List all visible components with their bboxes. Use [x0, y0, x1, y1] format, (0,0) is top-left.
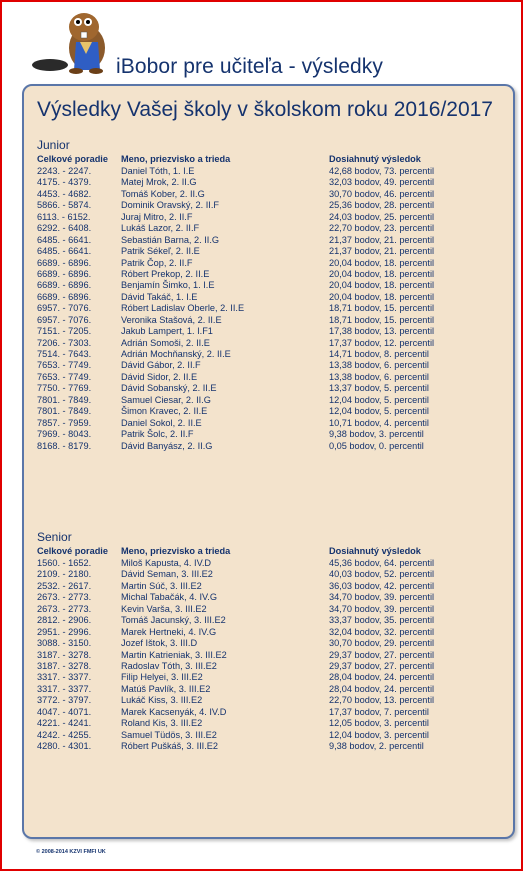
result-cell: 24,03 bodov, 25. percentil: [329, 211, 435, 222]
name-cell: Sebastián Barna, 2. II.G: [121, 234, 220, 245]
result-cell: 18,71 bodov, 15. percentil: [329, 303, 435, 314]
rank-cell: 7653. - 7749.: [37, 371, 92, 382]
result-cell: 32,03 bodov, 49. percentil: [329, 177, 435, 188]
name-cell: Juraj Mitro, 2. II.F: [121, 211, 193, 222]
rank-cell: 7857. - 7959.: [37, 417, 92, 428]
table-row: [37, 315, 507, 326]
rank-cell: 4242. - 4255.: [37, 729, 92, 740]
result-cell: 20,04 bodov, 18. percentil: [329, 291, 435, 302]
column-header-rank: Celkové poradie: [37, 546, 108, 556]
senior-section: [37, 529, 507, 752]
result-cell: 30,70 bodov, 29. percentil: [329, 638, 435, 649]
result-cell: 14,71 bodov, 8. percentil: [329, 349, 429, 359]
table-row: [37, 177, 507, 188]
result-cell: 28,04 bodov, 24. percentil: [329, 683, 435, 694]
rank-cell: 7206. - 7303.: [37, 337, 92, 348]
result-cell: 12,04 bodov, 5. percentil: [329, 394, 429, 405]
rank-cell: 6689. - 6896.: [37, 291, 92, 302]
table-row: [37, 326, 507, 337]
rank-cell: 2243. - 2247.: [37, 166, 92, 176]
name-cell: Radoslav Tóth, 3. III.E2: [121, 660, 217, 671]
result-cell: 17,38 bodov, 13. percentil: [329, 326, 435, 337]
name-cell: Lukáš Lazor, 2. II.F: [121, 223, 200, 234]
name-cell: Dávid Gábor, 2. II.F: [121, 360, 201, 371]
footer-copyright: © 2008-2014 KZVI FMFI UK: [36, 849, 106, 855]
table-row: [37, 441, 507, 452]
result-cell: 28,04 bodov, 24. percentil: [329, 672, 435, 683]
table-row: [37, 615, 507, 626]
table-row: [37, 707, 507, 718]
result-cell: 40,03 bodov, 52. percentil: [329, 569, 435, 580]
rank-cell: 6485. - 6641.: [37, 246, 92, 257]
result-cell: 0,05 bodov, 0. percentil: [329, 440, 424, 451]
table-row: [37, 269, 507, 280]
table-row: [37, 672, 507, 683]
rank-cell: 3187. - 3278.: [37, 660, 92, 671]
result-cell: 12,04 bodov, 3. percentil: [329, 729, 429, 740]
table-row: [37, 292, 507, 303]
result-cell: 22,70 bodov, 23. percentil: [329, 223, 435, 234]
column-header-name: Meno, priezvisko a trieda: [121, 154, 231, 164]
rank-cell: 6689. - 6896.: [37, 280, 92, 291]
table-row: [37, 604, 507, 615]
result-cell: 22,70 bodov, 13. percentil: [329, 695, 435, 706]
rank-cell: 3187. - 3278.: [37, 649, 92, 660]
name-cell: Šimon Kravec, 2. II.E: [121, 406, 208, 417]
result-cell: 45,36 bodov, 64. percentil: [329, 558, 435, 568]
name-cell: Martin Súč, 3. III.E2: [121, 580, 202, 591]
name-cell: Róbert Prekop, 2. II.E: [121, 268, 210, 279]
name-cell: Dávid Sidor, 2. II.E: [121, 371, 198, 382]
rank-cell: 7801. - 7849.: [37, 406, 92, 417]
column-header-name: Meno, priezvisko a trieda: [121, 546, 231, 556]
result-cell: 9,38 bodov, 2. percentil: [329, 741, 424, 751]
rank-cell: 2673. - 2773.: [37, 603, 92, 614]
rank-cell: 6485. - 6641.: [37, 234, 92, 245]
rank-cell: 1560. - 1652.: [37, 558, 92, 568]
rank-cell: 6957. - 7076.: [37, 303, 92, 314]
name-cell: Martin Katrieniak, 3. III.E2: [121, 649, 227, 660]
name-cell: Veronika Stašová, 2. II.E: [121, 314, 222, 325]
name-cell: Daniel Tóth, 1. I.E: [121, 166, 195, 176]
table-row: [37, 189, 507, 200]
name-cell: Filip Helyei, 3. III.E2: [121, 672, 203, 683]
rank-cell: 3088. - 3150.: [37, 638, 92, 649]
result-cell: 29,37 bodov, 27. percentil: [329, 649, 435, 660]
name-cell: Samuel Ciesar, 2. II.G: [121, 394, 211, 405]
table-row: [37, 360, 507, 371]
table-row: [37, 581, 507, 592]
rank-cell: 6689. - 6896.: [37, 268, 92, 279]
table-row: [37, 235, 507, 246]
name-cell: Benjamín Šimko, 1. I.E: [121, 280, 215, 291]
name-cell: Róbert Puškáš, 3. III.E2: [121, 741, 219, 751]
table-row: [37, 741, 507, 752]
name-cell: Roland Kis, 3. III.E2: [121, 718, 203, 729]
table-row: [37, 303, 507, 314]
rank-cell: 2532. - 2617.: [37, 580, 92, 591]
name-cell: Dávid Sobanský, 2. II.E: [121, 383, 217, 394]
rank-cell: 3772. - 3797.: [37, 695, 92, 706]
table-row: [37, 338, 507, 349]
table-row: [37, 166, 507, 177]
rank-cell: 2109. - 2180.: [37, 569, 92, 580]
result-cell: 20,04 bodov, 18. percentil: [329, 268, 435, 279]
name-cell: Lukáč Kiss, 3. III.E2: [121, 695, 203, 706]
rank-cell: 7653. - 7749.: [37, 360, 92, 371]
name-cell: Matej Mrok, 2. II.G: [121, 177, 197, 188]
rank-cell: 2812. - 2906.: [37, 615, 92, 626]
table-row: [37, 569, 507, 580]
table-row: [37, 395, 507, 406]
table-row: [37, 418, 507, 429]
table-row: [37, 280, 507, 291]
name-cell: Patrik Sékeľ, 2. II.E: [121, 246, 200, 257]
rank-cell: 6689. - 6896.: [37, 257, 92, 268]
section-title-senior: Senior: [37, 530, 72, 544]
header: [0, 0, 523, 82]
site-title: iBobor pre učiteľa - výsledky: [116, 55, 383, 78]
rank-cell: 6957. - 7076.: [37, 314, 92, 325]
table-row: [37, 718, 507, 729]
name-cell: Samuel Tüdös, 3. III.E2: [121, 729, 217, 740]
rank-cell: 4047. - 4071.: [37, 706, 92, 717]
result-cell: 20,04 bodov, 18. percentil: [329, 257, 435, 268]
table-row: [37, 212, 507, 223]
table-row: [37, 258, 507, 269]
result-cell: 21,37 bodov, 21. percentil: [329, 234, 435, 245]
result-cell: 10,71 bodov, 4. percentil: [329, 417, 429, 428]
rank-cell: 7514. - 7643.: [37, 349, 92, 359]
table-row: [37, 695, 507, 706]
name-cell: Patrik Šolc, 2. II.F: [121, 429, 194, 440]
result-cell: 29,37 bodov, 27. percentil: [329, 660, 435, 671]
name-cell: Dávid Takáč, 1. I.E: [121, 291, 198, 302]
rank-cell: 7801. - 7849.: [37, 394, 92, 405]
name-cell: Marek Hertneki, 4. IV.G: [121, 626, 217, 637]
table-row: [37, 223, 507, 234]
result-cell: 21,37 bodov, 21. percentil: [329, 246, 435, 257]
name-cell: Dávid Banyász, 2. II.G: [121, 440, 213, 451]
rank-cell: 4280. - 4301.: [37, 741, 92, 751]
result-cell: 20,04 bodov, 18. percentil: [329, 280, 435, 291]
junior-rows: [37, 166, 507, 452]
rank-cell: 3317. - 3377.: [37, 672, 92, 683]
table-row: [37, 730, 507, 741]
rank-cell: 4453. - 4682.: [37, 188, 92, 199]
rank-cell: 6292. - 6408.: [37, 223, 92, 234]
table-row: [37, 661, 507, 672]
name-cell: Tomáš Jacunský, 3. III.E2: [121, 615, 226, 626]
rank-cell: 2673. - 2773.: [37, 592, 92, 603]
table-row: [37, 650, 507, 661]
name-cell: Adrián Somoši, 2. II.E: [121, 337, 210, 348]
column-header-result: Dosiahnutý výsledok: [329, 546, 421, 556]
rank-cell: 4175. - 4379.: [37, 177, 92, 188]
table-row: [37, 638, 507, 649]
beaver-logo-icon: [30, 8, 112, 74]
result-cell: 18,71 bodov, 15. percentil: [329, 314, 435, 325]
result-cell: 34,70 bodov, 39. percentil: [329, 592, 435, 603]
table-row: [37, 627, 507, 638]
rank-cell: 6113. - 6152.: [37, 211, 91, 222]
name-cell: Miloš Kapusta, 4. IV.D: [121, 558, 212, 568]
junior-section: [37, 137, 507, 452]
result-cell: 12,05 bodov, 3. percentil: [329, 718, 429, 729]
name-cell: Adrián Mochňanský, 2. II.E: [121, 349, 231, 359]
rank-cell: 7969. - 8043.: [37, 429, 92, 440]
result-cell: 42,68 bodov, 73. percentil: [329, 166, 435, 176]
name-cell: Dávid Seman, 3. III.E2: [121, 569, 213, 580]
table-row: [37, 558, 507, 569]
name-cell: Kevin Varša, 3. III.E2: [121, 603, 207, 614]
rank-cell: 3317. - 3377.: [37, 683, 92, 694]
rank-cell: 2951. - 2996.: [37, 626, 92, 637]
name-cell: Tomáš Kober, 2. II.G: [121, 188, 205, 199]
result-cell: 9,38 bodov, 3. percentil: [329, 429, 424, 440]
result-cell: 17,37 bodov, 12. percentil: [329, 337, 435, 348]
result-cell: 13,37 bodov, 5. percentil: [329, 383, 429, 394]
table-row: [37, 592, 507, 603]
result-cell: 17,37 bodov, 7. percentil: [329, 706, 429, 717]
column-header-result: Dosiahnutý výsledok: [329, 154, 421, 164]
column-header-rank: Celkové poradie: [37, 154, 108, 164]
result-cell: 12,04 bodov, 5. percentil: [329, 406, 429, 417]
result-cell: 36,03 bodov, 42. percentil: [329, 580, 435, 591]
senior-rows: [37, 558, 507, 752]
table-row: [37, 406, 507, 417]
rank-cell: 8168. - 8179.: [37, 440, 92, 451]
name-cell: Matúš Pavlík, 3. III.E2: [121, 683, 211, 694]
table-row: [37, 372, 507, 383]
result-cell: 25,36 bodov, 28. percentil: [329, 200, 435, 211]
table-row: [37, 383, 507, 394]
name-cell: Daniel Sokol, 2. II.E: [121, 417, 202, 428]
result-cell: 13,38 bodov, 6. percentil: [329, 360, 429, 371]
result-cell: 33,37 bodov, 35. percentil: [329, 615, 435, 626]
rank-cell: 7750. - 7769.: [37, 383, 92, 394]
name-cell: Jozef Ištok, 3. III.D: [121, 638, 198, 649]
result-cell: 34,70 bodov, 39. percentil: [329, 603, 435, 614]
result-cell: 30,70 bodov, 46. percentil: [329, 188, 435, 199]
rank-cell: 5866. - 5874.: [37, 200, 92, 211]
table-row: [37, 429, 507, 440]
table-row: [37, 349, 507, 360]
name-cell: Jakub Lampert, 1. I.F1: [121, 326, 213, 337]
section-title-junior: Junior: [37, 138, 70, 152]
rank-cell: 7151. - 7205.: [37, 326, 92, 337]
name-cell: Róbert Ladislav Oberle, 2. II.E: [121, 303, 245, 314]
name-cell: Dominik Oravský, 2. II.F: [121, 200, 220, 211]
table-header: [37, 545, 507, 558]
rank-cell: 4221. - 4241.: [37, 718, 92, 729]
table-row: [37, 200, 507, 211]
result-cell: 32,04 bodov, 32. percentil: [329, 626, 435, 637]
name-cell: Patrik Čop, 2. II.F: [121, 257, 193, 268]
table-row: [37, 684, 507, 695]
page-title: Výsledky Vašej školy v školskom roku 2016/2017: [37, 98, 493, 121]
result-cell: 13,38 bodov, 6. percentil: [329, 371, 429, 382]
table-header: [37, 153, 507, 166]
name-cell: Michal Tabačák, 4. IV.G: [121, 592, 218, 603]
name-cell: Marek Kacsenyák, 4. IV.D: [121, 706, 227, 717]
table-row: [37, 246, 507, 257]
